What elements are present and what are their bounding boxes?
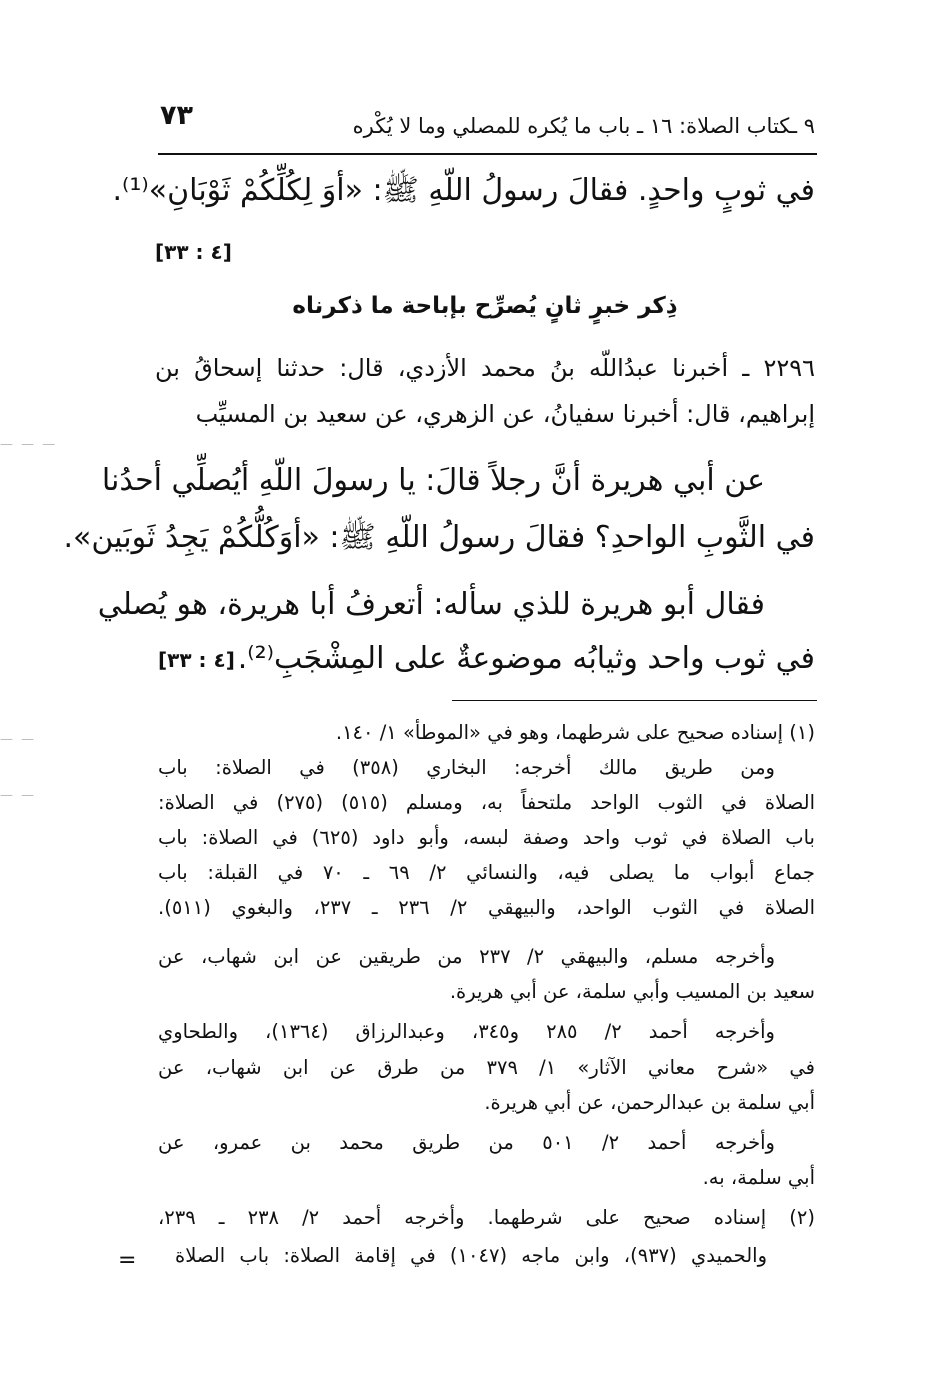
page-number: ٧٣ [160,100,193,131]
matn-line-4: في ثوب واحد وثيابُه موضوعةٌ على المِشْجَبِ⁽²⁾. [237,641,815,676]
footnote-1-line-5: جماع أبواب ما يصلى فيه، والنسائي ٢/ ٦٩ ـ ٧٠ في القبلة: باب [158,861,815,884]
matn-line-1: عن أبي هريرة أنَّ رجلاً قالَ: يا رسولَ اللّهِ أيُصلِّي أحدُنا [101,463,765,498]
matn-line-3: فقال أبو هريرة للذي سأله: أتعرفُ أبا هريرة، هو يُصلي [97,587,765,622]
footnote-1-line-6: الصلاة في الثوب الواحد، والبيهقي ٢/ ٢٣٦ ـ ٢٣٧، والبغوي (٥١١). [158,896,815,919]
closing-reference: [٤ : ٣٣] [158,648,235,672]
isnad-line-2: إبراهيم، قال: أخبرنا سفيانُ، عن الزهري، عن سعيد بن المسيِّب [195,400,815,428]
footnote-1-line-1: (١) إسناده صحيح على شرطهما، وهو في «الموطأ» ١/ ١٤٠. [335,721,815,744]
footnote-1-line-12: وأخرجه أحمد ٢/ ٥٠١ من طريق محمد بن عمرو، عن [158,1131,775,1154]
footnote-1-line-10: في «شرح معاني الآثار» ١/ ٣٧٩ من طرق عن ابن شهاب، عن [158,1056,815,1079]
footnote-2-line-2: والحميدي (٩٣٧)، وابن ماجه (١٠٤٧) في إقامة الصلاة: باب الصلاة [175,1244,768,1267]
continuation-mark: = [118,1248,137,1273]
footnote-1-line-2: ومن طريق مالك أخرجه: البخاري (٣٥٨) في الصلاة: باب [158,756,775,779]
scan-artifact-left-1: — — — [0,437,58,452]
footnote-1-line-3: الصلاة في الثوب الواحد ملتحفاً به، ومسلم (٥١٥) (٢٧٥) في الصلاة: [158,791,815,814]
section-heading: ذِكر خبرٍ ثانٍ يُصرِّح بإباحة ما ذكرناه [292,293,678,319]
footnote-1-line-8: سعيد بن المسيب وأبي سلمة، عن أبي هريرة. [449,980,815,1003]
footnote-2-line-1: (٢) إسناده صحيح على شرطهما. وأخرجه أحمد ٢/ ٢٣٨ ـ ٢٣٩، [158,1206,815,1229]
footnote-rule [452,700,817,701]
running-header-title: ٩ ـكتاب الصلاة: ١٦ ـ باب ما يُكره للمصلي وما لا يُكْره [352,114,815,138]
footnote-1-line-9: وأخرجه أحمد ٢/ ٢٨٥ و٣٤٥، وعبدالرزاق (١٣٦٤)، والطحاوي [158,1020,775,1043]
isnad-line-1: ٢٢٩٦ ـ أخبرنا عبدُاللّه بنُ محمد الأزدي، قال: حدثنا إسحاقُ بن [155,354,815,382]
footnote-1-line-7: وأخرجه مسلم، والبيهقي ٢/ ٢٣٧ من طريقين عن ابن شهاب، عن [158,945,775,968]
footnote-1-line-4: باب الصلاة في ثوب واحد وصفة لبسه، وأبو داود (٦٢٥) في الصلاة: باب [158,826,815,849]
header-rule [158,153,817,155]
footnote-1-line-13: أبي سلمة، به. [702,1166,815,1189]
footnote-1-line-11: أبي سلمة بن عبدالرحمن، عن أبي هريرة. [484,1091,815,1114]
scan-artifact-left-2: — — [0,732,37,747]
scan-artifact-left-3: — — [0,788,37,803]
opening-line: في ثوبٍ واحدٍ. فقالَ رسولُ اللّهِ ﷺ: «أوَ لِكُلِّكُمْ ثَوْبَانِ»⁽¹⁾. [112,173,815,208]
opening-reference: [٤ : ٣٣] [155,240,232,264]
matn-line-2: في الثَّوبِ الواحدِ؟ فقالَ رسولُ اللّهِ ﷺ: «أوَكُلُّكُمْ يَجِدُ ثَوبَين». [63,520,815,555]
